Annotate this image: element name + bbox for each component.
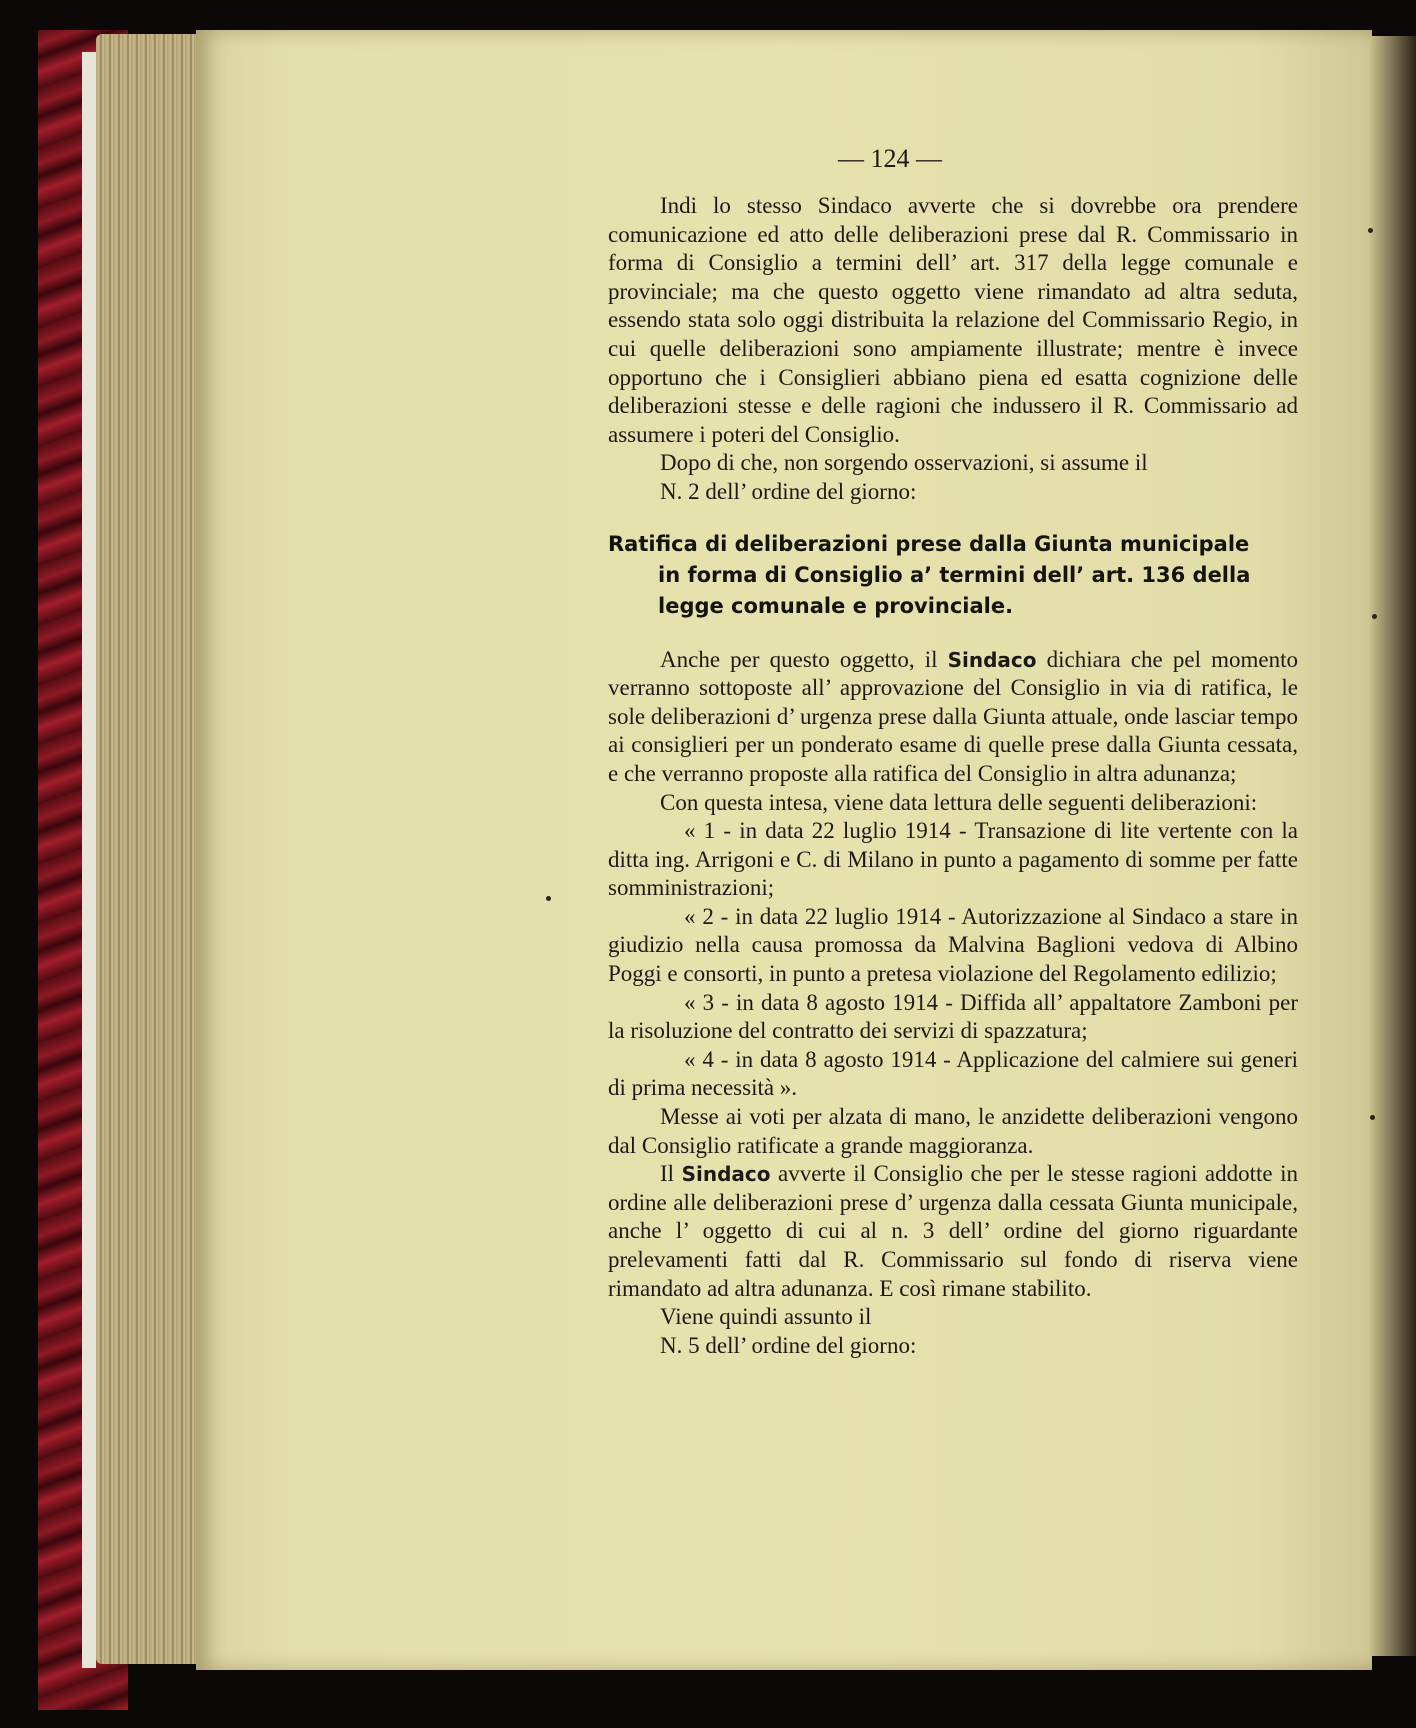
heading-line-3: legge comunale e provinciale.	[658, 593, 1014, 618]
paragraph-dopo: Dopo di che, non sorgendo osservazioni, si assume il	[660, 450, 1148, 476]
list-item: « 2 - in data 22 luglio 1914 - Autorizzazione al Sindaco a stare in giudizio nella causa promossa da Malvina Baglioni vedova di Albino Poggi e consorti, in punto a pretesa violazione del Regolamento edilizio;	[608, 903, 1298, 987]
page-number: — 124 —	[838, 144, 942, 173]
paragraph-ordine-n5: N. 5 dell’ ordine del giorno:	[660, 1332, 917, 1358]
section-heading	[608, 529, 1298, 622]
binding-strip	[82, 52, 96, 1668]
paragraph-ordine-n2: N. 2 dell’ ordine del giorno:	[660, 478, 917, 504]
text-run: Anche per questo oggetto, il	[660, 646, 948, 672]
page-right-edge	[1370, 36, 1416, 1656]
text-run: avverte il Consiglio che per le stesse ragioni addotte in ordine alle deliberazioni prese d’ urgenza dalla cessata Giunta municipale, anche l’ oggetto di cui al n. 3 dell’ ordine del giorno riguardante prelevamenti fatti dal R. Commissario sul fondo di riserva viene rimandato ad altra adunanza. E così rimane stabilito.	[608, 1161, 1298, 1301]
ink-speck	[1370, 1115, 1375, 1120]
ink-speck	[1368, 228, 1373, 233]
sindaco-name: Sindaco	[681, 1162, 771, 1187]
page-body	[608, 192, 1298, 1360]
paragraph-anche	[608, 646, 1298, 789]
paragraph-sindaco-avverte: Indi lo stesso Sindaco avverte che si dovrebbe ora prendere comunicazione ed atto delle deliberazioni prese dal R. Commissario in forma di Consiglio a termini dell’ art. 317 della legge comunale e provinciale; ma che questo oggetto viene rimandato ad altra seduta, essendo stata solo oggi distribuita la relazione del Commissario Regio, in cui quelle deliberazioni sono ampiamente illustrate; mentre è invece opportuno che i Consiglieri abbiano piena ed esatta cognizione delle deliberazioni stesse e delle ragioni che indussero il R. Commissario ad assumere i poteri del Consiglio.	[608, 193, 1298, 447]
paragraph-messe: Messe ai voti per alzata di mano, le anzidette deliberazioni vengono dal Consiglio ratificate a grande maggioranza.	[608, 1104, 1298, 1158]
heading-line-2: in forma di Consiglio a’ termini dell’ art. 136 della	[658, 562, 1251, 587]
ink-speck	[546, 896, 551, 901]
sindaco-name: Sindaco	[947, 647, 1037, 672]
list-item: « 1 - in data 22 luglio 1914 - Transazione di lite vertente con la ditta ing. Arrigoni e C. di Milano in punto a pagamento di somme per fatte somministrazioni;	[608, 818, 1298, 901]
text-run: Il	[660, 1161, 682, 1187]
paragraph-intesa: Con questa intesa, viene data lettura delle seguenti deliberazioni:	[660, 789, 1258, 815]
list-item: « 4 - in data 8 agosto 1914 - Applicazione del calmiere sui generi di prima necessità ».	[608, 1046, 1298, 1101]
ink-speck	[1372, 614, 1377, 619]
page-edges	[96, 34, 206, 1664]
text-run: dichiara che pel momento verranno sottoposte all’ approvazione del Consiglio in via di ratifica, le sole deliberazioni d’ urgenza prese dalla Giunta attuale, onde lasciar tempo ai consiglieri per un ponderato esame di quelle prese dalla Giunta cessata, e che verranno proposte alla ratifica del Consiglio in altra adunanza;	[608, 646, 1298, 786]
heading-line-1: Ratifica di deliberazioni prese dalla Giunta municipale	[608, 531, 1250, 556]
paragraph-il-sindaco	[608, 1160, 1298, 1303]
list-item: « 3 - in data 8 agosto 1914 - Diffida all’ appaltatore Zamboni per la risoluzione del contratto dei servizi di spazzatura;	[608, 989, 1298, 1044]
paragraph-viene: Viene quindi assunto il	[660, 1304, 872, 1330]
